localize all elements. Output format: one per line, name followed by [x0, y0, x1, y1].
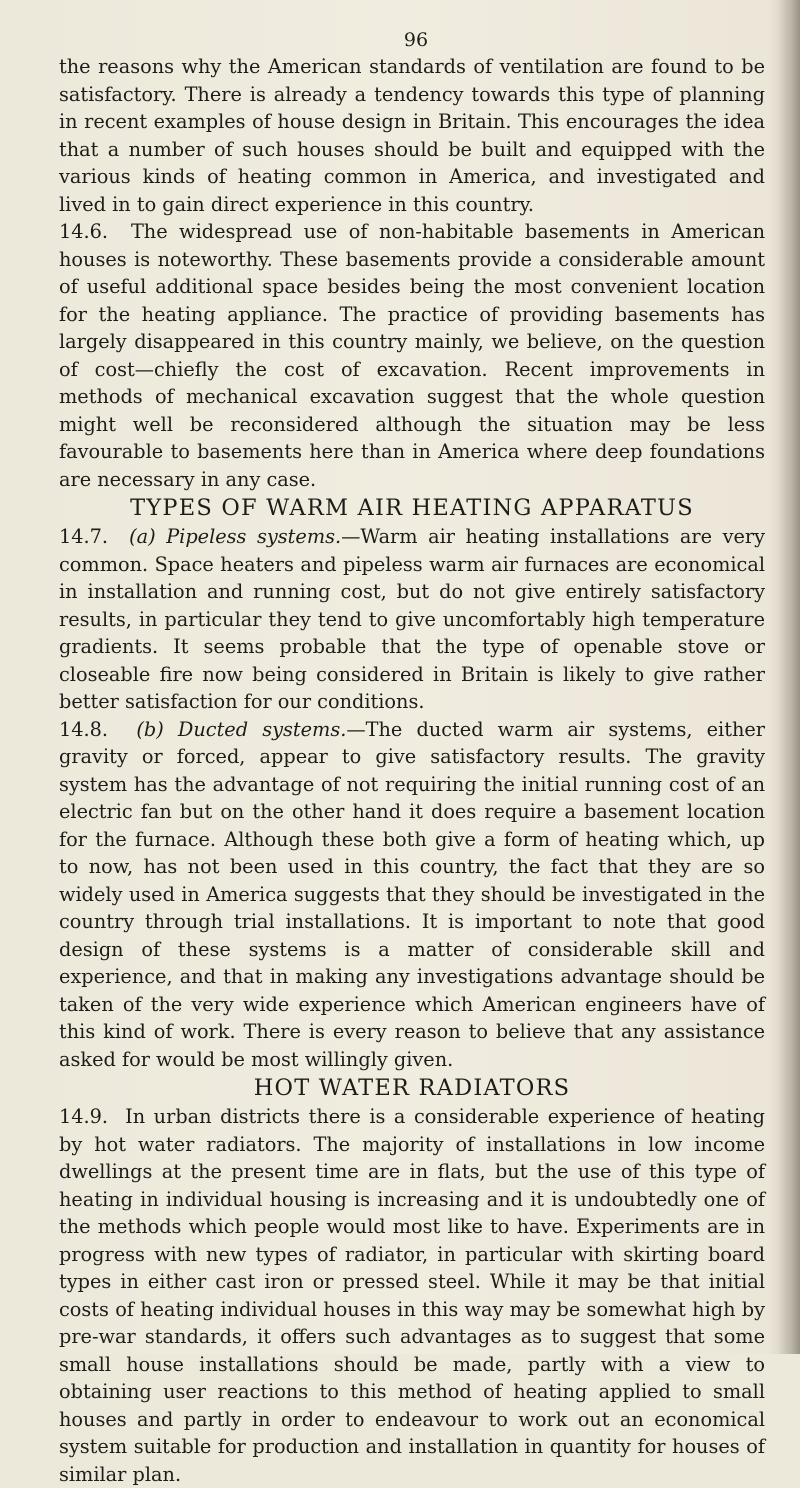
section-heading-warm-air: TYPES OF WARM AIR HEATING APPARATUS: [130, 495, 694, 521]
section-heading-hot-water: HOT WATER RADIATORS: [253, 1075, 571, 1101]
paragraph-14-9: [59, 1103, 765, 1488]
paragraph-number: 14.8.: [59, 717, 109, 741]
paragraph-14-8: [59, 716, 765, 1074]
page-edge-shadow: [778, 0, 800, 1354]
paragraph-label: (a) Pipeless systems.: [129, 525, 342, 548]
paragraph-number: 14.6.: [59, 220, 109, 243]
paragraph-14-6: [59, 218, 765, 493]
paragraph-text: The widespread use of non-habitable basements in American houses is noteworthy. These basements provide a considerable amount of useful additional space besides being the most convenient location for the heating appliance. The practice of providing basements has largely disappeared in this country mainly, we believe, on the question of cost—chiefly the cost of excavation. Recent improvements in methods of mechanical excavation suggest that the whole question might well be reconsidered although the situation may be less favourable to basements here than in America where deep foundations are necessary in any case.: [59, 220, 765, 491]
paragraph-text: —The ducted warm air systems, either gravity or forced, appear to give satisfactory results. The gravity system has the advantage of not requiring the initial running cost of an electric fan but on the other hand it does require a basement location for the furnace. Although these both give a form of heating which, up to now, has not been used in this country, the fact that they are so widely used in America suggests that they should be investigated in the country through trial installations. It is important to note that good design of these systems is a matter of considerable skill and experience, and that in making any investigations advantage should be taken of the very wide experience which American engineers have of this kind of work. There is every reason to believe that any assistance asked for would be most willingly given.: [59, 717, 765, 1071]
page-number: 96: [403, 29, 429, 51]
paragraph-text: In urban districts there is a considerable experience of heating by hot water radiators. The majority of installations in low income dwellings at the present time are in flats, but the use of this type of heating in individual housing is increasing and it is undoubtedly one of the methods which people would most like to have. Experiments are in progress with new types of radiator, in particular with skirting board types in either cast iron or pressed steel. While it may be that initial costs of heating individual houses in this way may be somewhat high by pre-war standards, it offers such advantages as to suggest that some small house installations should be made, partly with a view to obtaining user reactions to this method of heating applied to small houses and partly in order to endeavour to work out an economical system suitable for production and installation in quantity for houses of similar plan.: [59, 1105, 765, 1486]
paragraph-label: (b) Ducted systems.: [136, 717, 347, 741]
page-text: [59, 26, 765, 1488]
paragraph-number: 14.9.: [59, 1105, 109, 1128]
paragraph-number: 14.7.: [59, 525, 109, 548]
paragraph-intro: the reasons why the American standards of ventilation are found to be satisfactory. There is already a tendency towards this type of planning in recent examples of house design in Britain. This encourages the idea that a number of such houses should be built and equipped with the various kinds of heating common in America, and investigated and lived in to gain direct experience in this country.: [59, 55, 765, 216]
paragraph-text: —Warm air heating installations are very common. Space heaters and pipeless warm air furnaces are economical in installation and running cost, but do not give entirely satisfactory results, in particular they tend to give uncomfortably high temperature gradients. It seems probable that the type of openable stove or closeable fire now being considered in Britain is likely to give rather better satisfaction for our conditions.: [59, 525, 765, 713]
paragraph-14-7: [59, 523, 765, 716]
